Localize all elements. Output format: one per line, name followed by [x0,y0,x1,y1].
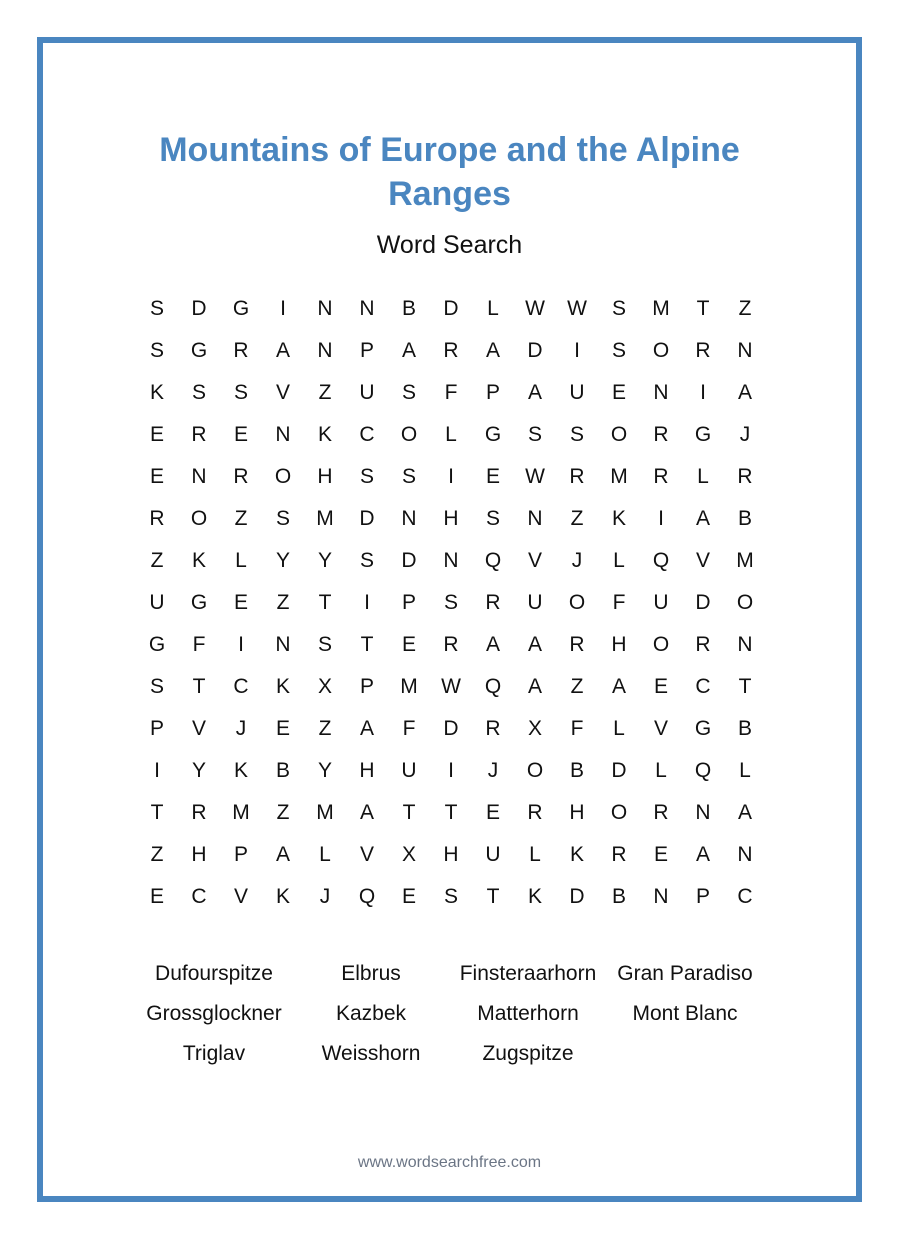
grid-cell[interactable]: U [149,591,165,614]
grid-cell[interactable]: Q [484,549,502,572]
grid-cell[interactable]: Z [318,717,332,740]
grid-cell[interactable]: Q [358,885,376,908]
grid-cell[interactable]: U [401,759,417,782]
grid-cell[interactable]: S [359,549,374,572]
grid-cell[interactable]: A [695,843,710,866]
grid-cell[interactable]: G [190,339,208,362]
grid-cell[interactable]: F [192,633,206,656]
grid-cell[interactable]: F [402,717,416,740]
word-list-item: Mont Blanc [632,1002,738,1025]
grid-cell[interactable]: S [317,633,332,656]
grid-cell[interactable]: R [191,423,207,446]
word-list-item: Triglav [182,1042,246,1065]
grid-cell[interactable]: S [485,507,500,530]
grid-cell[interactable]: L [739,759,751,782]
grid-cell[interactable]: B [737,507,752,530]
grid-cell[interactable]: E [653,675,668,698]
grid-cell[interactable]: A [485,339,500,362]
grid-cell[interactable]: R [569,633,585,656]
grid-cell[interactable]: O [652,633,670,656]
grid-cell[interactable]: P [359,675,374,698]
grid-cell[interactable]: I [364,591,370,614]
grid-cell[interactable]: G [190,591,208,614]
footer-url: www.wordsearchfree.com [357,1154,542,1171]
grid-cell[interactable]: W [525,297,545,320]
grid-cell[interactable]: R [443,339,459,362]
grid-cell[interactable]: B [275,759,290,782]
grid-cell[interactable]: N [695,801,711,824]
grid-cell[interactable]: C [359,423,375,446]
grid-cell[interactable]: Z [234,507,248,530]
grid-cell[interactable]: U [653,591,669,614]
grid-cell[interactable]: S [611,297,626,320]
grid-cell[interactable]: R [485,591,501,614]
grid-cell[interactable]: M [400,675,418,698]
grid-cell[interactable]: R [695,339,711,362]
page-subtitle: Word Search [376,231,523,259]
grid-cell[interactable]: P [401,591,416,614]
grid-cell[interactable]: I [448,759,454,782]
grid-cell[interactable]: N [275,633,291,656]
grid-cell[interactable]: N [359,297,375,320]
grid-cell[interactable]: F [612,591,626,614]
grid-cell[interactable]: O [610,423,628,446]
grid-cell[interactable]: E [485,465,500,488]
grid-cell[interactable]: Z [150,549,164,572]
grid-cell[interactable]: B [611,885,626,908]
grid-cell[interactable]: R [695,633,711,656]
grid-cell[interactable]: H [443,507,459,530]
grid-cell[interactable]: T [444,801,458,824]
grid-cell[interactable]: G [148,633,166,656]
grid-cell[interactable]: S [611,339,626,362]
grid-cell[interactable]: V [653,717,668,740]
grid-cell[interactable]: T [318,591,332,614]
grid-cell[interactable]: Y [317,759,332,782]
grid-cell[interactable]: A [401,339,416,362]
grid-cell[interactable]: N [317,297,333,320]
grid-cell[interactable]: M [316,507,334,530]
grid-cell[interactable]: I [238,633,244,656]
grid-cell[interactable]: N [737,339,753,362]
word-list-item: Dufourspitze [155,962,273,985]
grid-cell[interactable]: S [149,297,164,320]
grid-cell[interactable]: C [191,885,207,908]
grid-cell[interactable]: S [401,465,416,488]
grid-cell[interactable]: R [149,507,165,530]
grid-cell[interactable]: O [652,339,670,362]
grid-cell[interactable]: H [611,633,627,656]
grid-cell[interactable]: K [233,759,248,782]
grid-cell[interactable]: S [401,381,416,404]
grid-cell[interactable]: U [527,591,543,614]
grid-cell[interactable]: H [443,843,459,866]
grid-cell[interactable]: M [736,549,754,572]
grid-cell[interactable]: J [235,717,247,740]
grid-cell[interactable]: C [233,675,249,698]
grid-cell[interactable]: H [569,801,585,824]
grid-cell[interactable]: N [737,843,753,866]
grid-cell[interactable]: O [568,591,586,614]
letter-grid [136,288,766,918]
word-list-item: Zugspitze [482,1042,574,1065]
grid-cell[interactable]: O [400,423,418,446]
grid-cell[interactable]: D [569,885,585,908]
grid-cell[interactable]: A [611,675,626,698]
grid-cell[interactable]: U [359,381,375,404]
grid-cell[interactable]: K [275,675,290,698]
grid-cell[interactable]: P [695,885,710,908]
grid-cell[interactable]: G [694,717,712,740]
grid-cell[interactable]: Z [738,297,752,320]
grid-cell[interactable]: Z [150,843,164,866]
grid-cell[interactable]: R [653,423,669,446]
grid-cell[interactable]: G [232,297,250,320]
grid-cell[interactable]: K [611,507,626,530]
grid-cell[interactable]: J [571,549,583,572]
grid-cell[interactable]: R [191,801,207,824]
grid-cell[interactable]: V [527,549,542,572]
grid-cell[interactable]: K [191,549,206,572]
grid-cell[interactable]: E [275,717,290,740]
grid-cell[interactable]: U [485,843,501,866]
grid-cell[interactable]: S [149,675,164,698]
grid-cell[interactable]: W [567,297,587,320]
grid-cell[interactable]: V [191,717,206,740]
grid-cell[interactable]: Z [276,801,290,824]
grid-cell[interactable]: I [700,381,706,404]
grid-cell[interactable]: I [448,465,454,488]
grid-cell[interactable]: T [360,633,374,656]
grid-cell[interactable]: B [401,297,416,320]
page-title: Mountains of Europe and the Alpine Ranges [159,131,740,213]
grid-cell[interactable]: R [527,801,543,824]
grid-cell[interactable]: J [319,885,331,908]
grid-cell[interactable]: S [233,381,248,404]
grid-cell[interactable]: K [149,381,164,404]
grid-cell[interactable]: M [232,801,250,824]
grid-cell[interactable]: T [486,885,500,908]
grid-cell[interactable]: E [233,423,248,446]
grid-cell[interactable]: A [275,339,290,362]
worksheet-frame [37,37,862,1202]
grid-cell[interactable]: R [653,465,669,488]
grid-cell[interactable]: V [359,843,374,866]
grid-cell[interactable]: S [191,381,206,404]
grid-cell[interactable]: E [149,465,164,488]
grid-cell[interactable]: Z [318,381,332,404]
grid-cell[interactable]: R [443,633,459,656]
grid-cell[interactable]: G [484,423,502,446]
grid-cell[interactable]: S [443,591,458,614]
grid-cell[interactable]: I [658,507,664,530]
grid-cell[interactable]: Q [484,675,502,698]
grid-cell[interactable]: X [317,675,332,698]
grid-cell[interactable]: M [610,465,628,488]
grid-cell[interactable]: R [653,801,669,824]
grid-cell[interactable]: N [401,507,417,530]
grid-cell[interactable]: V [695,549,710,572]
grid-cell[interactable]: O [526,759,544,782]
grid-cell[interactable]: D [191,297,207,320]
grid-cell[interactable]: M [316,801,334,824]
grid-cell[interactable]: O [274,465,292,488]
grid-cell[interactable]: P [149,717,164,740]
grid-cell[interactable]: A [359,801,374,824]
grid-cell[interactable]: A [695,507,710,530]
grid-cell[interactable]: R [485,717,501,740]
word-list-item: Matterhorn [477,1002,579,1025]
grid-cell[interactable]: S [149,339,164,362]
grid-cell[interactable]: I [154,759,160,782]
grid-cell[interactable]: A [737,801,752,824]
grid-cell[interactable]: M [652,297,670,320]
grid-cell[interactable]: L [697,465,709,488]
grid-cell[interactable]: E [401,633,416,656]
grid-cell[interactable]: A [485,633,500,656]
grid-cell[interactable]: O [190,507,208,530]
grid-cell[interactable]: L [319,843,331,866]
grid-cell[interactable]: Q [694,759,712,782]
grid-cell[interactable]: L [529,843,541,866]
grid-cell[interactable]: T [402,801,416,824]
grid-cell[interactable]: F [570,717,584,740]
grid-cell[interactable]: L [235,549,247,572]
grid-cell[interactable]: E [149,885,164,908]
grid-cell[interactable]: K [569,843,584,866]
grid-cell[interactable]: N [443,549,459,572]
grid-cell[interactable]: A [527,633,542,656]
grid-cell[interactable]: S [569,423,584,446]
grid-cell[interactable]: A [275,843,290,866]
grid-cell[interactable]: X [527,717,542,740]
grid-cell[interactable]: L [613,717,625,740]
grid-cell[interactable]: R [233,465,249,488]
grid-cell[interactable]: H [191,843,207,866]
grid-cell[interactable]: N [737,633,753,656]
grid-cell[interactable]: K [317,423,332,446]
grid-cell[interactable]: B [569,759,584,782]
grid-cell[interactable]: Q [652,549,670,572]
grid-cell[interactable]: R [611,843,627,866]
grid-cell[interactable]: P [485,381,500,404]
grid-cell[interactable]: D [527,339,543,362]
grid-cell[interactable]: K [527,885,542,908]
grid-cell[interactable]: P [359,339,374,362]
grid-cell[interactable]: C [737,885,753,908]
grid-cell[interactable]: E [233,591,248,614]
grid-cell[interactable]: V [275,381,290,404]
grid-cell[interactable]: A [359,717,374,740]
grid-cell[interactable]: C [695,675,711,698]
grid-cell[interactable]: E [485,801,500,824]
grid-cell[interactable]: T [738,675,752,698]
grid-cell[interactable]: W [525,465,545,488]
grid-cell[interactable]: R [233,339,249,362]
grid-cell[interactable]: D [695,591,711,614]
grid-cell[interactable]: T [150,801,164,824]
grid-cell[interactable]: T [192,675,206,698]
grid-cell[interactable]: J [487,759,499,782]
grid-cell[interactable]: L [445,423,457,446]
grid-cell[interactable]: N [317,339,333,362]
grid-cell[interactable]: P [233,843,248,866]
word-list-item: Gran Paradiso [617,962,753,985]
grid-cell[interactable]: D [611,759,627,782]
grid-cell[interactable]: J [739,423,751,446]
grid-cell[interactable]: N [527,507,543,530]
word-list-item: Weisshorn [321,1042,421,1065]
grid-cell[interactable]: E [401,885,416,908]
grid-cell[interactable]: O [610,801,628,824]
grid-cell[interactable]: V [233,885,248,908]
grid-cell[interactable]: I [280,297,286,320]
grid-cell[interactable]: D [359,507,375,530]
grid-cell[interactable]: N [653,885,669,908]
grid-cell[interactable]: D [401,549,417,572]
grid-cell[interactable]: D [443,297,459,320]
word-list-item: Kazbek [335,1002,407,1025]
grid-cell[interactable]: A [737,381,752,404]
grid-cell[interactable]: R [569,465,585,488]
grid-cell[interactable]: S [359,465,374,488]
grid-cell[interactable]: U [569,381,585,404]
grid-cell[interactable]: E [653,843,668,866]
word-list-item: Grossglockner [146,1002,282,1025]
grid-cell[interactable]: L [487,297,499,320]
grid-cell[interactable]: D [443,717,459,740]
grid-cell[interactable]: O [736,591,754,614]
grid-cell[interactable]: I [574,339,580,362]
grid-cell[interactable]: K [275,885,290,908]
grid-cell[interactable]: A [527,675,542,698]
grid-cell[interactable]: Y [317,549,332,572]
grid-cell[interactable]: B [737,717,752,740]
grid-cell[interactable]: R [737,465,753,488]
grid-cell[interactable]: F [444,381,458,404]
grid-cell[interactable]: S [443,885,458,908]
word-list-item: Elbrus [341,962,401,985]
word-list-item: Finsteraarhorn [459,962,597,985]
grid-cell[interactable]: X [401,843,416,866]
grid-cell[interactable]: H [359,759,375,782]
grid-cell[interactable]: Z [276,591,290,614]
grid-cell[interactable]: T [696,297,710,320]
grid-cell[interactable]: W [441,675,461,698]
grid-cell[interactable]: A [527,381,542,404]
grid-cell[interactable]: N [191,465,207,488]
grid-cell[interactable]: L [655,759,667,782]
grid-cell[interactable]: H [317,465,333,488]
grid-cell[interactable]: Y [275,549,290,572]
grid-cell[interactable]: N [275,423,291,446]
grid-cell[interactable]: Z [570,507,584,530]
grid-cell[interactable]: N [653,381,669,404]
grid-cell[interactable]: E [149,423,164,446]
grid-cell[interactable]: L [613,549,625,572]
grid-cell[interactable]: S [527,423,542,446]
grid-cell[interactable]: Z [570,675,584,698]
grid-cell[interactable]: G [694,423,712,446]
grid-cell[interactable]: Y [191,759,206,782]
grid-cell[interactable]: E [611,381,626,404]
grid-cell[interactable]: S [275,507,290,530]
